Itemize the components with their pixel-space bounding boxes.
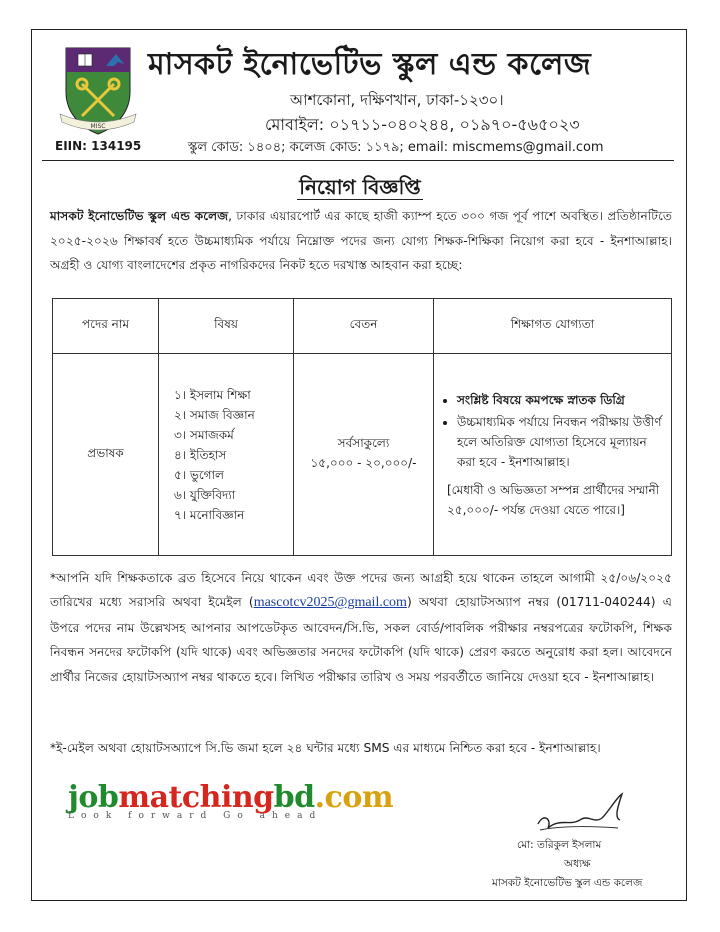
watermark-part-matching: matching	[118, 780, 274, 815]
subject-item: ৪। ইতিহাস	[174, 447, 227, 462]
qualification-item: • উচ্চমাধ্যমিক পর্যায়ে নিবন্ধন পরীক্ষায় উত্তীর্ণ হলে অতিরিক্ত যোগ্যতা হিসেবে মূল্যায়ন করা হবে - ইনশাআল্লাহ।	[457, 412, 664, 472]
watermark-part-job: job	[68, 780, 119, 815]
qualification-note: [মেধাবী ও অভিজ্ঞতা সম্পন্ন প্রার্থীদের সম্মানী ২৫,০০০/- পর্যন্ত দেওয়া যেতে পারে।]	[447, 482, 660, 517]
application-email-link[interactable]: mascotcv2025@gmail.com	[253, 595, 407, 611]
notice-title-text: নিয়োগ বিজ্ঞপ্তি	[299, 175, 421, 199]
header-subject: বিষয়	[159, 299, 294, 354]
subject-item: ৩। সমাজকর্ম	[174, 427, 234, 442]
qualification-list	[435, 390, 670, 472]
watermark-tagline: Look forward Go ahead	[68, 811, 323, 821]
school-name-heading: মাসকট ইনোভেটিভ স্কুল এন্ড কলেজ	[148, 47, 592, 82]
application-instructions	[50, 566, 672, 689]
subject-cell	[159, 354, 294, 556]
subject-list	[160, 385, 292, 525]
watermark-part-bd: bd	[273, 780, 315, 815]
apply-text-1: *আপনি যদি শিক্ষকতাকে ব্রত হিসেবে নিয়ে থাকেন এবং উক্ত পদের জন্য আগ্রহী হয়ে থাকেন তাহলে আগামী ২৫/০৬/২০২৫ তারিখের মধ্যে সরাসরি অথবা ইমেইল (	[50, 571, 672, 610]
header-qualification: শিক্ষাগত যোগ্যতা	[434, 299, 672, 354]
header-divider	[42, 160, 674, 161]
principal-title: অধ্যক্ষ	[564, 858, 591, 870]
mobile-numbers: মোবাইল: ০১৭১১-০৪০২৪৪, ০১৯৭০-৫৬৫০২৩	[265, 115, 580, 134]
signature-school-name: মাসকট ইনোভেটিভ স্কুল এন্ড কলেজ	[492, 877, 643, 889]
header-post: পদের নাম	[53, 299, 159, 354]
apply-text-2: ) অথবা হোয়াটসঅ্যাপ নম্বর (01711-040244) এ উপরে পদের নাম উল্লেখসহ আপনার আপডেটকৃত আবেদন/সি.ভি, সকল বোর্ড/পাবলিক পরীক্ষার নম্বরপত্রের ফটোকপি, শিক্ষক নিবন্ধন সনদের ফটোকপি (যদি থাকে) এবং অভিজ্ঞতার সনদের ফটোকপি (যদি থাকে) প্রেরণ করতে অনুরোধ করা হল। আবেদনে প্রার্থীর নিজের হোয়াটসঅ্যাপ নম্বর থাকতে হবে। লিখিত পরীক্ষার তারিখ ও সময় পরবর্তীতে জানিয়ে দেওয়া হবে - ইনশাআল্লাহ।	[50, 595, 672, 684]
vacancy-table	[52, 298, 672, 556]
intro-lead: মাসকট ইনোভেটিভ স্কুল এন্ড কলেজ	[50, 209, 229, 223]
subject-item: ৬। যুক্তিবিদ্যা	[174, 487, 236, 502]
table-row	[53, 354, 672, 556]
watermark-part-com: .com	[314, 780, 394, 815]
principal-name: মো: তরিকুল ইসলাম	[517, 839, 602, 851]
school-logo	[58, 44, 138, 136]
header-salary: বেতন	[294, 299, 434, 354]
notice-title	[0, 173, 720, 206]
eiin-number: EIIN: 134195	[55, 139, 142, 153]
logo-motto: MISC	[90, 123, 106, 130]
table-header-row	[53, 299, 672, 354]
post-name: প্রভাষক	[53, 354, 159, 556]
watermark-logo-text	[68, 780, 394, 815]
subject-item: ১। ইসলাম শিক্ষা	[174, 387, 251, 402]
salary-cell	[294, 354, 434, 556]
qualification-item: • সংশ্লিষ্ট বিষয়ে কমপক্ষে স্নাতক ডিগ্রি	[457, 390, 664, 410]
intro-paragraph	[50, 204, 672, 278]
salary-value: ১৫,০০০ - ২০,০০০/-	[310, 455, 417, 470]
qualification-cell	[434, 354, 672, 556]
sms-confirmation-note: *ই-মেইল অথবা হোয়াটসঅ্যাপে সি.ভি জমা হলে ২৪ ঘন্টার মধ্যে SMS এর মাধ্যমে নিশ্চিত করা হবে - ইনশাআল্লাহ।	[50, 741, 601, 755]
signature-scribble	[530, 790, 630, 836]
intro-rest: , ঢাকার এয়ারপোর্ট এর কাছে হাজী ক্যাম্প হতে ৩০০ গজ পূর্ব পাশে অবস্থিত। প্রতিষ্ঠানটিতে ২০২৫-২০২৬ শিক্ষাবর্ষ হতে উচ্চমাধ্যমিক পর্যায়ে নিম্নোক্ত পদের জন্য যোগ্য শিক্ষক-শিক্ষিকা নিয়োগ করা হবে - ইনশাআল্লাহ। অগ্রহী ও যোগ্য বাংলাদেশের প্রকৃত নাগরিকদের নিকট হতে দরখাস্ত আহবান করা হচ্ছে:	[50, 209, 672, 272]
jobmatchingbd-watermark	[68, 780, 394, 828]
salary-label: সর্বসাকুল্যে	[337, 435, 390, 450]
school-address: আশকোনা, দক্ষিণখান, ঢাকা-১২৩০।	[290, 91, 504, 109]
subject-item: ৭। মনোবিজ্ঞান	[174, 507, 245, 522]
subject-item: ২। সমাজ বিজ্ঞান	[174, 407, 255, 422]
subject-item: ৫। ভুগোল	[174, 467, 224, 482]
school-codes-email: স্কুল কোড: ১৪০৪; কলেজ কোড: ১১৭৯; email: miscmems@gmail.com	[188, 140, 604, 155]
